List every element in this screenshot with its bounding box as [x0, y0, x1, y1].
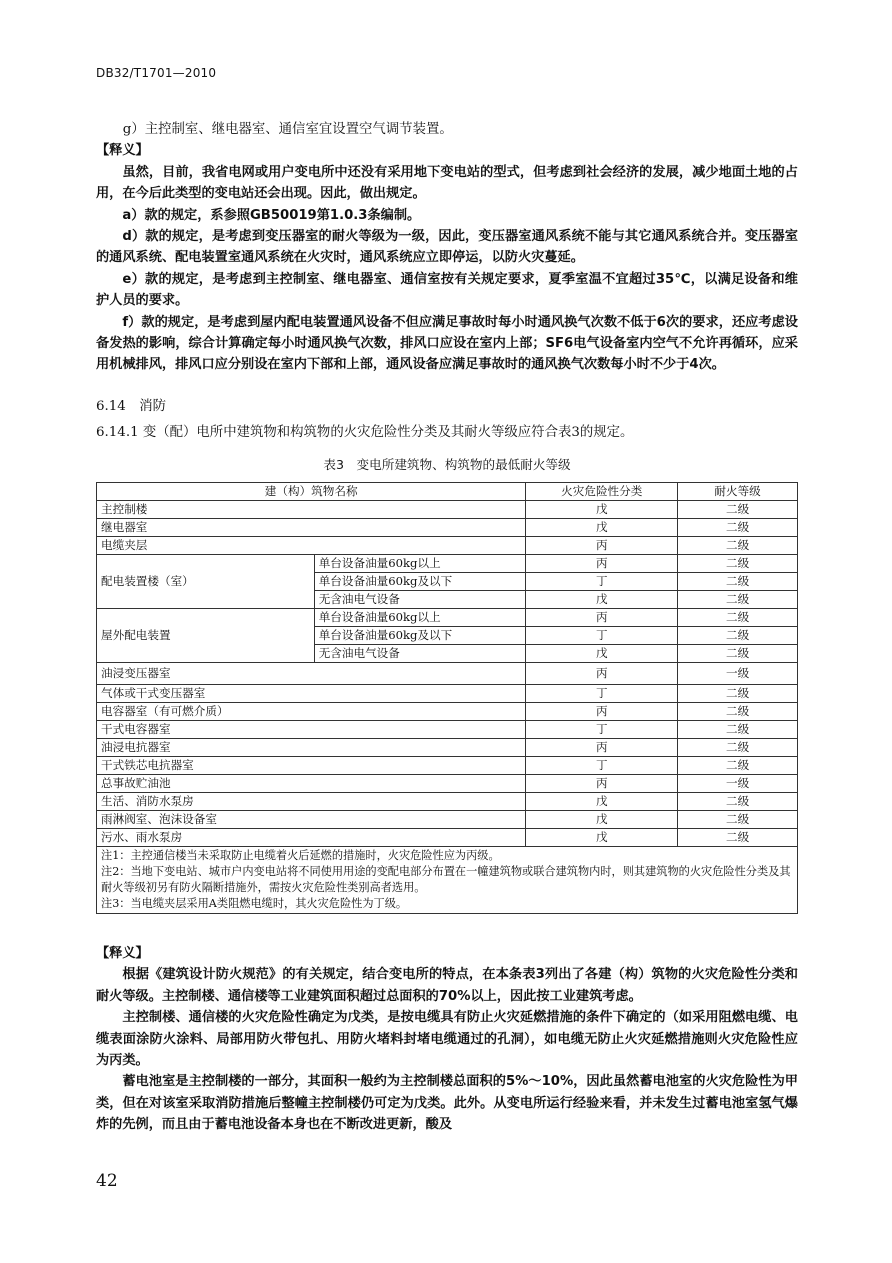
risk-class: 丙	[526, 609, 678, 627]
section-fire	[96, 396, 798, 443]
risk-class: 戊	[526, 591, 678, 609]
table-row	[97, 555, 798, 573]
explain-paragraph: 主控制楼、通信楼的火灾危险性确定为戊类，是按电缆具有防止火灾延燃措施的条件下确定的（如采用阻燃电缆、电缆表面涂防火涂料、局部用防火带包扎、用防火堵料封堵电缆通过的孔洞），如电缆无防止火灾延燃措施则火灾危险性应为丙类。	[96, 1010, 798, 1069]
table-row	[97, 609, 798, 627]
fire-grade: 二级	[678, 645, 798, 663]
building-name: 生活、消防水泵房	[97, 793, 526, 811]
fire-grade: 二级	[678, 573, 798, 591]
explain-paragraph: 虽然，目前，我省电网或用户变电所中还没有采用地下变电站的型式，但考虑到社会经济的发展，减少地面土地的占用，在今后此类型的变电站还会出现。因此，做出规定。	[96, 164, 798, 202]
explain-paragraph: e）款的规定，是考虑到主控制室、继电器室、通信室按有关规定要求，夏季室温不宜超过35℃，以满足设备和维护人员的要求。	[96, 271, 798, 309]
clause-item-g: g）主控制室、继电器室、通信室宜设置空气调节装置。	[122, 122, 453, 137]
building-name: 气体或干式变压器室	[97, 685, 526, 703]
building-name: 电容器室（有可燃介质）	[97, 703, 526, 721]
building-name: 雨淋阀室、泡沫设备室	[97, 811, 526, 829]
table-note: 注3：当电缆夹层采用A类阻燃电缆时，其火灾危险性为丁级。	[101, 897, 408, 910]
standard-code: DB32/T1701—2010	[96, 66, 217, 80]
table-row	[97, 811, 798, 829]
header-building-name: 建（构）筑物名称	[97, 483, 526, 501]
table-row	[97, 739, 798, 757]
table-row	[97, 663, 798, 685]
fire-grade: 二级	[678, 793, 798, 811]
risk-class: 丁	[526, 721, 678, 739]
risk-class: 戊	[526, 793, 678, 811]
building-name: 干式铁芯电抗器室	[97, 757, 526, 775]
risk-class: 丙	[526, 775, 678, 793]
fire-grade: 二级	[678, 591, 798, 609]
table-row	[97, 721, 798, 739]
table-row	[97, 793, 798, 811]
table-row	[97, 703, 798, 721]
table-row	[97, 829, 798, 847]
risk-class: 丙	[526, 739, 678, 757]
table-header-row	[97, 483, 798, 501]
sub-condition: 无含油电气设备	[314, 591, 526, 609]
risk-class: 戊	[526, 811, 678, 829]
table-row	[97, 519, 798, 537]
risk-class: 戊	[526, 501, 678, 519]
explain-paragraph: a）款的规定，系参照GB50019第1.0.3条编制。	[122, 207, 421, 223]
fire-grade: 一级	[678, 663, 798, 685]
building-name: 油浸变压器室	[97, 663, 526, 685]
section-fire-explanation	[96, 943, 798, 1136]
sub-condition: 单台设备油量60kg及以下	[314, 627, 526, 645]
risk-class: 戊	[526, 829, 678, 847]
explain-label: 【释义】	[96, 143, 149, 159]
explain-paragraph: f）款的规定，是考虑到屋内配电装置通风设备不但应满足事故时每小时通风换气次数不低于6次的要求，还应考虑设备发热的影响，综合计算确定每小时通风换气次数，排风口应设在室内上部；SF6电气设备室内空气不允许再循环，应采用机械排风，排风口应分别设在室内下部和上部，通风设备应满足事故时的通风换气次数每小时不少于4次。	[96, 314, 798, 373]
fire-grade: 二级	[678, 757, 798, 775]
page-number: 42	[96, 1171, 118, 1191]
risk-class: 丁	[526, 685, 678, 703]
fire-grade: 二级	[678, 703, 798, 721]
fire-grade: 二级	[678, 537, 798, 555]
risk-class: 丙	[526, 537, 678, 555]
sub-condition: 单台设备油量60kg及以下	[314, 573, 526, 591]
fire-grade: 二级	[678, 685, 798, 703]
risk-class: 丁	[526, 573, 678, 591]
building-name: 主控制楼	[97, 501, 526, 519]
risk-class: 丙	[526, 703, 678, 721]
table-row	[97, 501, 798, 519]
table-note: 注2：当地下变电站、城市户内变电站将不同使用用途的变配电部分布置在一幢建筑物或联合建筑物内时，则其建筑物的火灾危险性分类及其耐火等级初另有防火隔断措施外，需按火灾危险性类别高者选用。	[101, 865, 791, 894]
explain-paragraph: 蓄电池室是主控制楼的一部分，其面积一般约为主控制楼总面积的5%～10%，因此虽然蓄电池室的火灾危险性为甲类，但在对该室采取消防措施后整幢主控制楼仍可定为戊类。此外。从变电所运行经验来看，并未发生过蓄电池室氢气爆炸的先例，而且由于蓄电池设备本身也在不断改进更新，酸及	[96, 1074, 798, 1133]
fire-grade: 二级	[678, 627, 798, 645]
fire-grade: 二级	[678, 811, 798, 829]
table-row	[97, 537, 798, 555]
building-name: 污水、雨水泵房	[97, 829, 526, 847]
header-fire-grade: 耐火等级	[678, 483, 798, 501]
group-name: 配电装置楼（室）	[97, 555, 315, 609]
sub-condition: 无含油电气设备	[314, 645, 526, 663]
section-hvac	[96, 119, 798, 376]
fire-grade: 二级	[678, 519, 798, 537]
fire-grade: 二级	[678, 609, 798, 627]
risk-class: 戊	[526, 519, 678, 537]
group-name: 屋外配电装置	[97, 609, 315, 663]
explain-label: 【释义】	[96, 946, 149, 961]
table-note: 注1：主控通信楼当未采取防止电缆着火后延燃的措施时，火灾危险性应为丙级。	[101, 849, 500, 862]
risk-class: 丙	[526, 555, 678, 573]
explain-paragraph: 根据《建筑设计防火规范》的有关规定，结合变电所的特点，在本条表3列出了各建（构）筑物的火灾危险性分类和耐火等级。主控制楼、通信楼等工业建筑面积超过总面积的70%以上，因此按工业建筑考虑。	[96, 967, 798, 1004]
table-notes-row	[97, 847, 798, 914]
fire-grade: 二级	[678, 555, 798, 573]
explain-paragraph: d）款的规定，是考虑到变压器室的耐火等级为一级，因此，变压器室通风系统不能与其它通风系统合并。变压器室的通风系统、配电装置室通风系统在火灾时，通风系统应立即停运，以防火灾蔓延。	[96, 229, 798, 266]
building-name: 油浸电抗器室	[97, 739, 526, 757]
table-title: 表3 变电所建筑物、构筑物的最低耐火等级	[323, 457, 571, 472]
building-name: 总事故贮油池	[97, 775, 526, 793]
risk-class: 丙	[526, 663, 678, 685]
fire-grade: 一级	[678, 775, 798, 793]
table-row	[97, 757, 798, 775]
table-row	[97, 685, 798, 703]
fire-grade: 二级	[678, 739, 798, 757]
fire-grade: 二级	[678, 829, 798, 847]
building-name: 干式电容器室	[97, 721, 526, 739]
building-name: 继电器室	[97, 519, 526, 537]
table-notes	[97, 847, 798, 914]
risk-class: 丁	[526, 627, 678, 645]
fire-grade: 二级	[678, 721, 798, 739]
risk-class: 戊	[526, 645, 678, 663]
sub-condition: 单台设备油量60kg以上	[314, 555, 526, 573]
risk-class: 丁	[526, 757, 678, 775]
table-row	[97, 775, 798, 793]
fire-rating-table	[96, 482, 798, 914]
clause-6-14-1: 6.14.1 变（配）电所中建筑物和构筑物的火灾危险性分类及其耐火等级应符合表3的规定。	[96, 425, 634, 440]
building-name: 电缆夹层	[97, 537, 526, 555]
sub-condition: 单台设备油量60kg以上	[314, 609, 526, 627]
section-heading: 6.14 消防	[96, 399, 166, 414]
fire-grade: 二级	[678, 501, 798, 519]
header-risk-class: 火灾危险性分类	[526, 483, 678, 501]
